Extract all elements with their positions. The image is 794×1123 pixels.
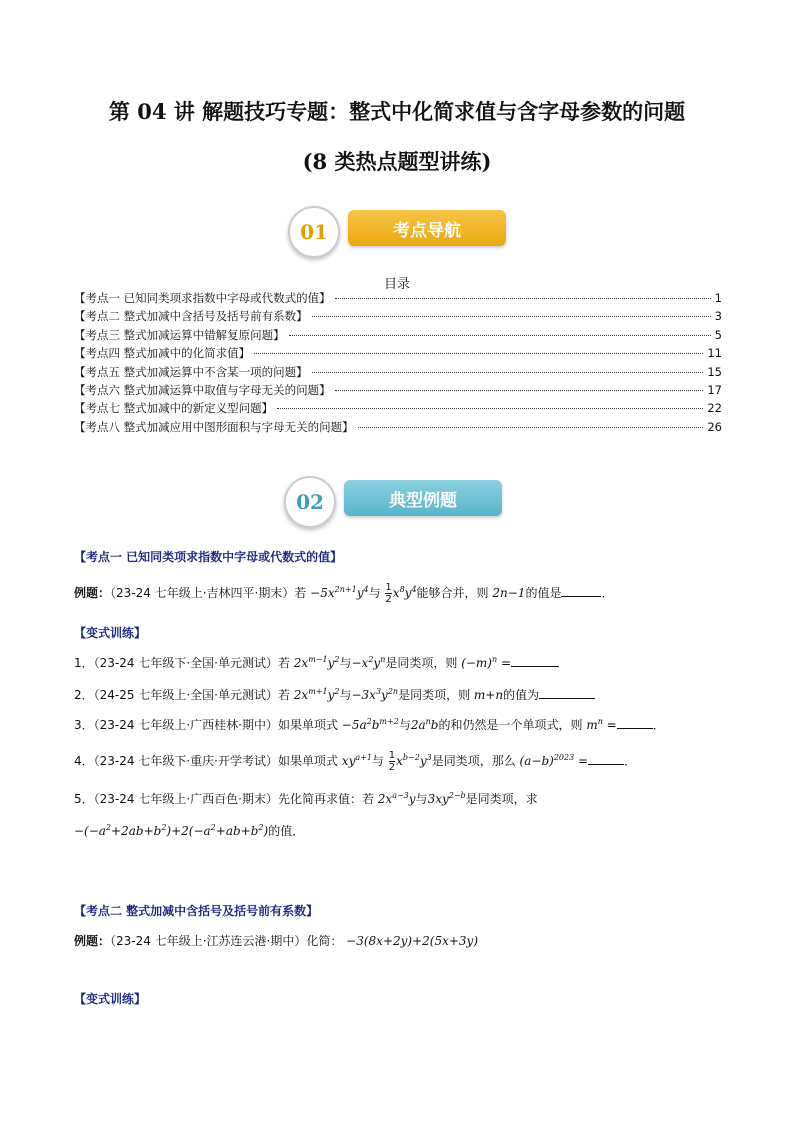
badge-navigation: [288, 206, 518, 250]
toc-item[interactable]: 【考点七 整式加减中的新定义型问题】 22: [74, 401, 722, 416]
section-heading: 【考点一 已知同类项求指数中字母或代数式的值】: [74, 550, 343, 564]
question-1: 1．（23-24 七年级下·全国·单元测试）若 $2x^{m-1}y^2$与$-x^2y^n$是同类项，则 $(-m)^n$ =: [74, 654, 734, 671]
toc-item[interactable]: 【考点一 已知同类项求指数中字母或代数式的值】 1: [74, 291, 722, 305]
question-4: 4．（23-24 七年级下·重庆·开学考试）如果单项式 $xy^{a+1}$与 $\frac{1}{2}$ $x^{b-2}y^3$是同类项，那么 $(a-b)^{2023}$ = ．: [74, 750, 637, 773]
toc-item[interactable]: 【考点八 整式加减应用中图形面积与字母无关的问题】 26: [74, 419, 722, 434]
toc-title: 目录: [383, 277, 410, 292]
page-title: 第 04 讲 解题技巧专题：整式中化简求值与含字母参数的问题: [108, 99, 686, 124]
page-subtitle: (8 类热点题型讲练): [302, 149, 492, 174]
badge-label: 典型例题: [344, 480, 502, 516]
badge-number: 01: [288, 206, 340, 258]
question-2: 2．（24-25 七年级上·全国·单元测试）若 $2x^{m+1}y^2$与$-3x^3y^{2n}$是同类项，则 m+n的值为: [74, 686, 734, 703]
variant-heading: 【变式训练】: [74, 992, 147, 1006]
question-5-line2: $-(-a^2+2ab+b^2)+2(-a^2+ab+b^2)$的值．: [74, 823, 305, 838]
question-5: 5．（23-24 七年级上·广西百色·期末）先化简再求值：若 $2x^{a-3}y$与$3xy^{2-b}$是同类项，求: [74, 791, 538, 806]
example-problem: 例题：（23-24 七年级上·江苏连云港·期中）化简： −3(8x+2y)+2(5x+3y): [74, 934, 479, 948]
toc-item[interactable]: 【考点三 整式加减运算中错解复原问题】 5: [74, 327, 722, 342]
example-problem: 例题：（23-24 七年级上·吉林四平·期末）若 $-5x^{2n+1}y^4$与 $\frac{1}{2}$ $x^8y^4$能够合并，则 2n−1的值是 ．: [74, 582, 614, 605]
toc-item[interactable]: 【考点六 整式加减运算中取值与字母无关的问题】 17: [74, 382, 722, 397]
variant-heading: 【变式训练】: [74, 626, 147, 640]
toc-item[interactable]: 【考点二 整式加减中含括号及括号前有系数】 3: [74, 309, 722, 324]
question-3: 3．（23-24 七年级上·广西桂林·期中）如果单项式 $-5a^2b^{m+2}$与$2a^nb$的和仍然是一个单项式，则 $m^n$ = ．: [74, 717, 665, 732]
badge-label: 考点导航: [348, 210, 506, 246]
badge-number: 02: [284, 476, 336, 528]
badge-examples: [284, 476, 514, 520]
toc-item[interactable]: 【考点四 整式加减中的化简求值】 11: [74, 346, 722, 361]
table-of-contents: [74, 290, 722, 437]
section-heading: 【考点二 整式加减中含括号及括号前有系数】: [74, 904, 319, 918]
toc-item[interactable]: 【考点五 整式加减运算中不含某一项的问题】 15: [74, 364, 722, 379]
